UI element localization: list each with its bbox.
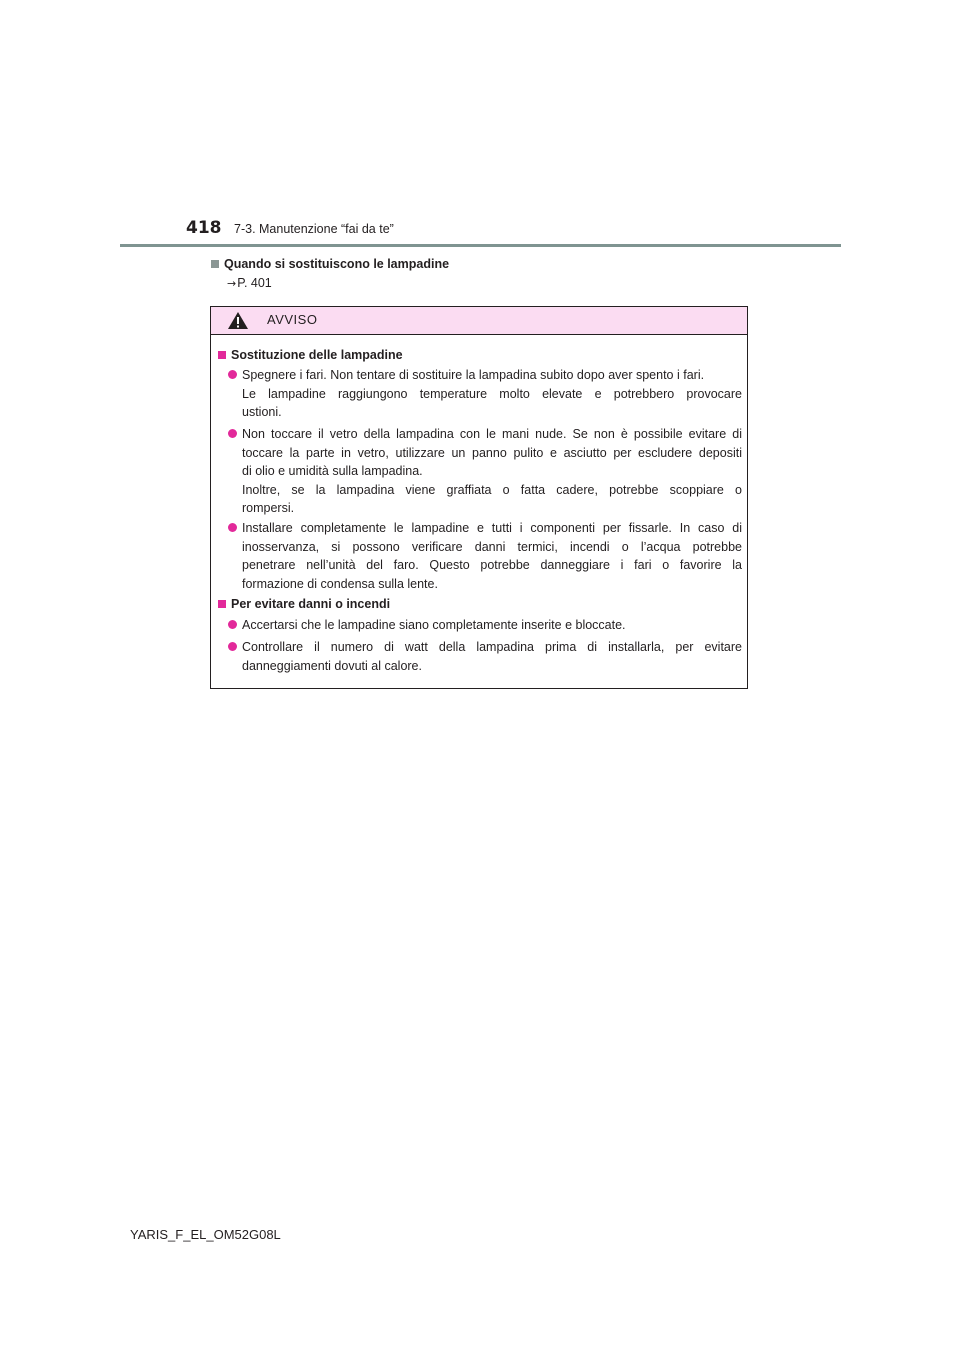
bullet-dot-icon — [228, 642, 237, 651]
warning-section-heading-text: Per evitare danni o incendi — [231, 597, 391, 611]
bullet-dot-icon — [228, 620, 237, 629]
item-line: Le lampadine raggiungono temperature molto elevate e potrebbero provocare — [242, 386, 742, 401]
intro-heading — [211, 257, 449, 271]
page-reference-text: P. 401 — [237, 276, 272, 290]
square-marker-icon — [218, 600, 226, 608]
item-line: Non toccare il vetro della lampadina con le mani nude. Se non è possibile evitare di — [242, 427, 742, 441]
list-item — [242, 425, 742, 518]
footer-document-code: YARIS_F_EL_OM52G08L — [130, 1227, 281, 1242]
item-line: Controllare il numero di watt della lampadina prima di installarla, per evitare — [242, 640, 742, 654]
item-line: formazione di condensa sulla lente. — [242, 576, 438, 591]
square-marker-icon — [218, 351, 226, 359]
intro-heading-text: Quando si sostituiscono le lampadine — [224, 257, 450, 271]
item-line: danneggiamenti dovuti al calore. — [242, 658, 422, 673]
item-line: inosservanza, si possono verificare danni termici, incendi o l’acqua potrebbe — [242, 539, 742, 554]
item-line: toccare la parte in vetro, utilizzare un panno pulito e asciutto per escludere depositi — [242, 445, 742, 460]
item-line: Installare completamente le lampadine e tutti i componenti per fissarle. In caso di — [242, 521, 742, 535]
page-reference[interactable] — [227, 276, 272, 290]
warning-title: AVVISO — [267, 312, 318, 327]
list-item — [242, 519, 742, 593]
item-line: Inoltre, se la lampadina viene graffiata o fatta cadere, potrebbe scoppiare o — [242, 482, 742, 497]
list-item — [242, 638, 742, 675]
item-line: rompersi. — [242, 501, 295, 515]
item-line: di olio e umidità sulla lampadina. — [242, 464, 423, 478]
warning-box — [210, 306, 748, 689]
section-title: 7-3. Manutenzione “fai da te” — [234, 222, 394, 236]
warning-section-heading — [218, 597, 390, 611]
warning-section-heading-text: Sostituzione delle lampadine — [231, 348, 403, 362]
list-item — [242, 616, 742, 635]
item-line: penetrare nell’unità del faro. Questo potrebbe danneggiare i fari o favorire la — [242, 558, 742, 572]
warning-triangle-icon — [227, 311, 249, 330]
item-line: ustioni. — [242, 405, 282, 419]
bullet-dot-icon — [228, 370, 237, 379]
warning-header — [211, 307, 747, 335]
warning-section-heading — [218, 348, 403, 362]
item-line: Accertarsi che le lampadine siano completamente inserite e bloccate. — [242, 618, 626, 632]
square-marker-icon — [211, 260, 219, 268]
bullet-dot-icon — [228, 523, 237, 532]
page-number: 418 — [186, 218, 222, 238]
item-line: Spegnere i fari. Non tentare di sostituire la lampadina subito dopo aver spento i fari. — [242, 368, 705, 382]
header-rule — [120, 244, 841, 247]
list-item — [242, 366, 742, 422]
arrow-right-icon: → — [227, 277, 237, 290]
bullet-dot-icon — [228, 429, 237, 438]
